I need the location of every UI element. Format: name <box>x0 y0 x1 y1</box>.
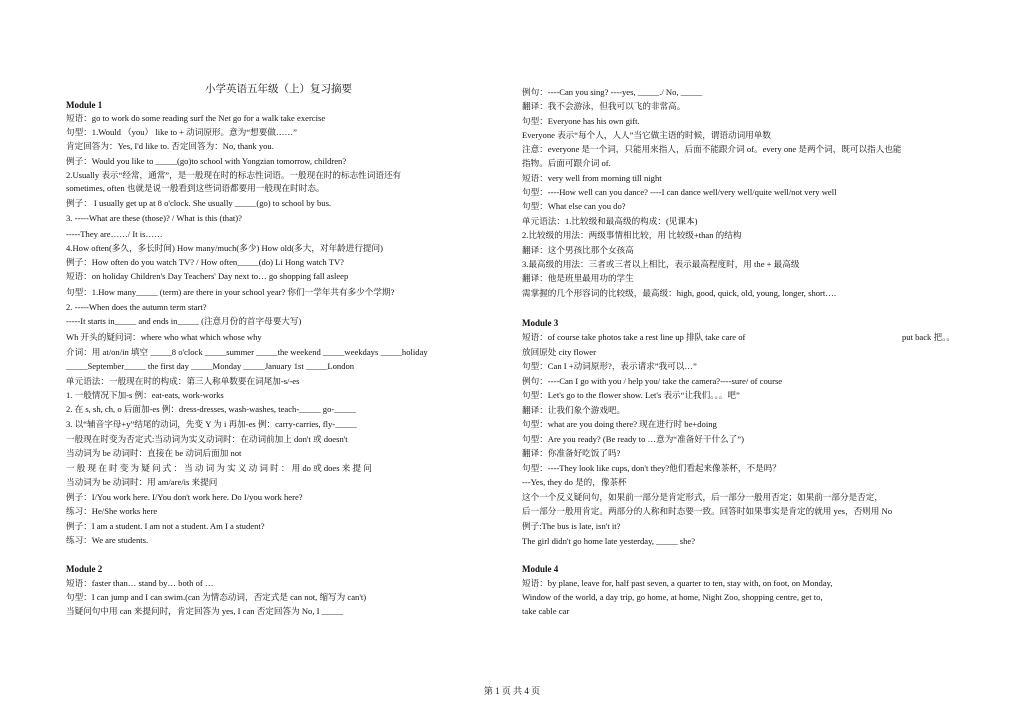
text-line: Window of the world, a day trip, go home, at home, Night Zoo, shopping centre, get to, <box>522 592 823 602</box>
text-line: Wh 开头的疑问词：where who what which whose why <box>66 332 262 342</box>
text-line: 短语：faster than… stand by… both of … <box>66 578 214 588</box>
text-line: 1. 一般情况下加-s 例：eat-eats, work-works <box>66 390 224 400</box>
text-line: 句型：What else can you do? <box>522 201 626 211</box>
text-line: 2. 在 s, sh, ch, o 后面加-es 例：dress-dresses, wash-washes, teach-_____ go-_____ <box>66 404 356 414</box>
text-line: The girl didn't go home late yesterday, _____ she? <box>522 536 696 546</box>
text-line: 短语：go to work do some reading surf the Net go for a walk take exercise <box>66 113 326 123</box>
text-line: sometimes, often 也就是说一般看到这些词语都要用一般现在时时态。 <box>66 183 325 193</box>
text-line: 句型：I can jump and I can swim.(can 为情态动词，否定式是 can not, 缩写为 can't) <box>66 592 367 602</box>
module-heading: Module 3 <box>522 318 559 328</box>
text-line: 例子：Would you like to _____(go)to school with Yongzian tomorrow, children? <box>66 156 347 166</box>
text-line: 句型：what are you doing there? 现在进行时 be+doing <box>522 419 717 429</box>
text-line: put back 把。。 <box>902 332 955 342</box>
text-line: 指物。后面可跟介词 of. <box>522 158 611 168</box>
text-line: 例子：I am a student. I am not a student. Am I a student? <box>66 521 265 531</box>
text-line: 例子:The bus is late, isn't it? <box>522 521 621 531</box>
text-line: 句型：Can I +动词原形?，表示请求”我可以…” <box>522 361 697 371</box>
text-line: 肯定回答为：Yes, I'd like to. 否定回答为：No, thank you. <box>66 141 274 151</box>
text-line: 单元语法：1.比较级和最高级的构成：(见课本) <box>522 216 698 226</box>
text-line: 3.最高级的用法：三者或三者以上相比，表示最高程度时，用 the + 最高级 <box>522 259 800 269</box>
text-line: 例子：I/You work here. I/You don't work here. Do I/you work here? <box>66 492 303 502</box>
text-line: _____September_____ the first day _____Monday _____January 1st _____London <box>66 361 355 371</box>
text-line: 句型：Let's go to the flower show. Let's 表示“让我们。。。吧” <box>522 390 740 400</box>
text-line: 单元语法：一般现在时的构成：第三人称单数要在词尾加-s/-es <box>66 376 300 386</box>
text-line: 当动词为 be 动词时：用 am/are/is 来提问 <box>66 477 218 487</box>
text-line: 当动词为 be 动词时：直接在 be 动词后面加 not <box>66 448 242 458</box>
text-line: 短语：very well from morning till night <box>522 173 662 183</box>
text-line: 例子：How often do you watch TV? / How often_____(do) Li Hong watch TV? <box>66 257 344 267</box>
text-line: 注意：everyone 是一个词，只能用来指人，后面不能跟介词 of。every one 是两个词，既可以指人也能 <box>522 144 902 154</box>
text-line: 短语：on holiday Children's Day Teachers' Day next to… go shopping fall asleep <box>66 271 349 281</box>
text-line: 一般现在时变为否定式:当动词为实义动词时：在动词前加上 don't 或 doesn't <box>66 434 348 444</box>
text-line: 句型：----How well can you dance? ----I can dance well/very well/quite well/not very well <box>522 187 837 197</box>
text-line: -----It starts in_____ and ends in_____ (注意月份的首字母要大写) <box>66 316 302 326</box>
text-line: 句型：Everyone has his own gift. <box>522 116 640 126</box>
module-heading: Module 2 <box>66 564 103 574</box>
text-line: 一 般 现 在 时 变 为 疑 问 式 ： 当 动 词 为 实 义 动 词 时 ： 用 do 或 does 来 提 问 <box>66 463 372 473</box>
text-line: 例子： I usually get up at 8 o'clock. She usually _____(go) to school by bus. <box>66 198 332 208</box>
text-line: 2. -----When does the autumn term start? <box>66 302 207 312</box>
text-line: 例句：----Can you sing? ----yes, _____./ No, _____ <box>522 87 703 97</box>
page-title: 小学英语五年级（上）复习摘要 <box>205 84 352 95</box>
text-line: -----They are……/ It is…… <box>66 229 163 239</box>
text-line: 练习：We are students. <box>66 535 149 545</box>
module-heading: Module 1 <box>66 100 103 110</box>
text-line: 2.比较级的用法：两级事情相比较，用 比较级+than 的结构 <box>522 230 742 240</box>
page-footer: 第 1 页 共 4 页 <box>483 686 541 696</box>
text-line: 例句：----Can I go with you / help you/ take the camera?----sure/ of course <box>522 376 783 386</box>
text-line: take cable car <box>522 606 570 616</box>
text-line: ---Yes, they do 是的，像茶杯 <box>522 477 627 487</box>
text-line: 翻译：他是班里最用功的学生 <box>522 273 634 283</box>
text-line: 短语：of course take photos take a rest line up 排队 take care of <box>522 332 746 342</box>
text-line: 练习：He/She works here <box>66 506 158 516</box>
text-line: 翻译：我不会游泳，但我可以飞的非常高。 <box>522 101 686 111</box>
text-line: 短语：by plane, leave for, half past seven, a quarter to ten, stay with, on foot, on Monday, <box>522 578 833 588</box>
text-line: 当疑问句中用 can 来提问时，肯定回答为 yes, I can 否定回答为 No, I _____ <box>66 606 344 616</box>
text-line: Everyone 表示“每个人，人人”当它做主语的时候，谓语动词用单数 <box>522 130 771 140</box>
text-line: 2.Usually 表示“经常，通常”，是一般现在时的标志性词语。一般现在时的标志性词语还有 <box>66 170 402 180</box>
text-line: 句型：1.Would （you） like to + 动词原形。意为“想要做……” <box>66 127 297 137</box>
module-heading: Module 4 <box>522 564 559 574</box>
text-line: 句型：Are you ready? (Be ready to …意为“准备好干什么了”) <box>522 434 744 444</box>
text-line: 翻译：这个男孩比那个女孩高 <box>522 245 634 255</box>
text-line: 翻译：让我们象个游戏吧。 <box>522 405 626 415</box>
text-line: 翻译：你准备好吃饭了吗? <box>522 448 621 458</box>
text-line: 放回原处 city flower <box>522 347 596 357</box>
text-line: 句型：----They look like cups, don't they?他们看起来像茶杯，不是吗？ <box>522 463 781 473</box>
text-line: 4.How often(多久，多长时间) How many/much(多少) How old(多大，对年龄进行提问) <box>66 243 383 253</box>
text-line: 需掌握的几个形容词的比较级，最高级：high, good, quick, old, young, longer, short…. <box>522 288 837 298</box>
text-line: 介词：用 at/on/in 填空 _____8 o'clock _____summer _____the weekend _____weekdays _____holiday <box>66 347 428 357</box>
text-line: 3. 以“辅音字母+y”结尾的动词，先变 Y 为 i 再加-es 例：carry-carries, fly-_____ <box>66 419 357 429</box>
text-line: 句型：1.How many_____ (term) are there in your school year? 你们一学年共有多少个学期? <box>66 287 395 297</box>
text-line: 后一部分一般用肯定。两部分的人称和时态要一致。回答时如果事实是肯定的就用 yes，否则用 No <box>522 506 893 516</box>
text-line: 这个一个反义疑问句，如果前一部分是肯定形式，后一部分一般用否定；如果前一部分是否定， <box>522 492 883 502</box>
text-line: 3. -----What are these (those)? / What is this (that)? <box>66 213 242 223</box>
